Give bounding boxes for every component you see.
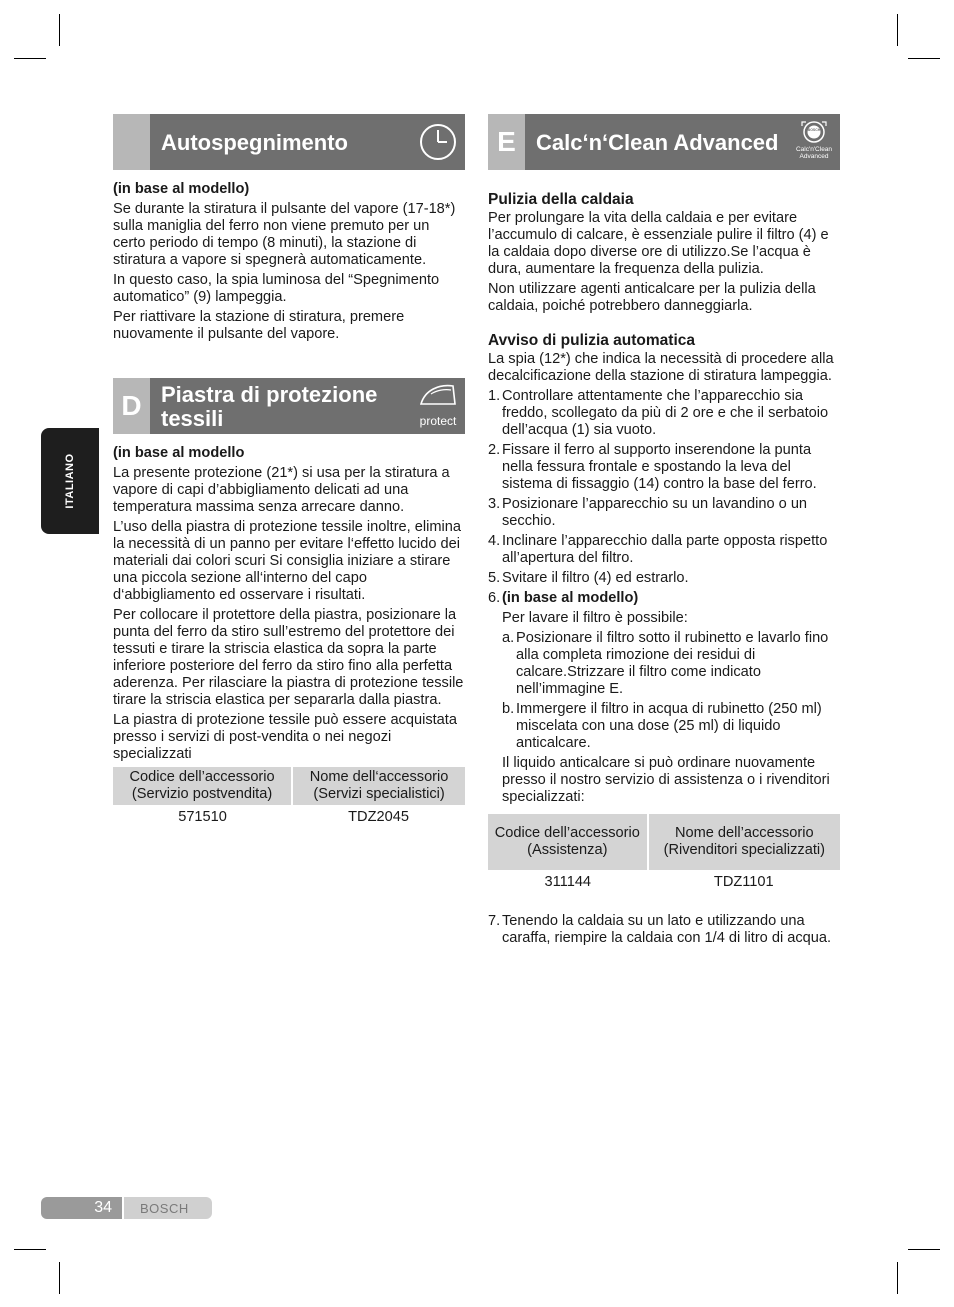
crop-mark	[897, 14, 898, 46]
list-text: Tenendo la caldaia su un lato e utilizzando una caraffa, riempire la caldaia con 1/4 di litro di acqua.	[502, 913, 832, 946]
list-item	[488, 442, 840, 493]
footer-brand: BOSCH	[140, 1201, 189, 1216]
section-title-line: tessili	[161, 406, 224, 431]
table-header: Nome dell’accessorio (Rivenditori specializzati)	[648, 814, 840, 870]
list-text: Fissare il ferro al supporto inserendone la punta nella fessura frontale e spostando la leva del sistema di fissaggio (14) contro la base del ferro.	[502, 442, 817, 492]
paragraph: La piastra di protezione tessile può essere acquistata presso i servizi di post-vendita o nei negozi specializzati	[113, 712, 457, 762]
list-item	[488, 388, 840, 439]
section-title: Calc‘n‘Clean Advanced	[536, 130, 779, 155]
paragraph: La presente protezione (21*) si usa per la stiratura a vapore di capi d’abbigliamento delicati ad una temperatura massima senza arrecare danno.	[113, 465, 450, 515]
list-text: (in base al modello)	[502, 590, 639, 606]
section-title: Autospegnimento	[161, 130, 348, 155]
list-number: 3.	[488, 496, 501, 512]
paragraph: Non utilizzare agenti anticalcare per la pulizia della caldaia, poiché potrebbero danneggiarla.	[488, 281, 816, 314]
list-item	[488, 533, 840, 567]
list-number: 1.	[488, 388, 501, 404]
icon-label-line: Calc'n'Clean	[795, 146, 833, 153]
crop-mark	[897, 1262, 898, 1294]
calc-clean-body	[488, 191, 840, 950]
protect-icon-label: protect	[419, 414, 457, 428]
list-number: a.	[502, 630, 515, 646]
steps-list	[488, 388, 840, 806]
crop-mark	[908, 58, 940, 59]
table-header: Codice dell’accessorio (Assistenza)	[488, 814, 648, 870]
page-number-box	[41, 1197, 122, 1219]
list-text: Svitare il filtro (4) ed estrarlo.	[502, 570, 689, 586]
section-title-line: Piastra di protezione	[161, 382, 378, 407]
paragraph: Per riattivare la stazione di stiratura, premere nuovamente il pulsante del vapore.	[113, 309, 405, 342]
table-header: Codice dell’accessorio (Servizio postvendita)	[113, 767, 292, 805]
subheading: Pulizia della caldaia	[488, 191, 634, 208]
list-text: Posizionare il filtro sotto il rubinetto e lavarlo fino alla completa rimozione dei residui di calcare.Strizzare il filtro come indicato nell’immagine E.	[516, 630, 829, 697]
sub-list-item	[502, 701, 840, 752]
list-number: b.	[502, 701, 515, 717]
crop-mark	[59, 1262, 60, 1294]
crop-mark	[14, 58, 46, 59]
list-number: 5.	[488, 570, 501, 586]
table-cell: 571510	[178, 809, 227, 825]
page-number: 34	[94, 1199, 112, 1216]
section-title	[161, 383, 377, 431]
calc-clean-icon	[792, 120, 836, 166]
list-text: Controllare attentamente che l’apparecchio sia freddo, scollegato da più di 2 ore e che il serbatoio dell’acqua (1) sia vuoto.	[502, 388, 829, 438]
section-letter: D	[121, 390, 142, 421]
list-text: Inclinare l’apparecchio dalla parte opposta rispetto all’apertura del filtro.	[502, 533, 828, 566]
paragraph: L’uso della piastra di protezione tessile inoltre, elimina la necessità di un panno per evitare l‘effetto lucido dei materiali dai colori scuri Si consiglia iniziare a stirare una piccola sezione all‘interno del capo d‘abbigliamento ed osservare i risultati.	[113, 519, 462, 603]
list-number: 7.	[488, 913, 501, 929]
model-note: (in base al modello)	[113, 181, 250, 197]
list-text: Immergere il filtro in acqua di rubinetto (250 ml) miscelata con una dose (25 ml) di liquido anticalcare.	[516, 701, 822, 751]
crop-mark	[59, 14, 60, 46]
paragraph: Per prolungare la vita della caldaia e per evitare l’accumulo di calcare, è essenziale pulire il filtro (4) e la caldaia dopo diverse ore di utilizzo.Se l’acqua è dura, aumentare la frequenza della pulizia.	[488, 210, 829, 277]
accessory-table	[488, 814, 840, 895]
calc-clean-emblem-brand: BOSCH	[807, 128, 821, 132]
table-cell: TDZ2045	[348, 809, 409, 825]
model-note: (in base al modello	[113, 445, 245, 461]
list-number: 6.	[488, 590, 501, 606]
language-label: ITALIANO	[64, 453, 76, 509]
section-header-protection	[113, 378, 465, 434]
subheading: Avviso di pulizia automatica	[488, 332, 696, 349]
table-header: Nome dell‘accessorio (Servizi specialistici)	[292, 767, 465, 805]
section-header-autospegnimento	[113, 114, 465, 170]
clock-icon	[418, 122, 458, 162]
section-tab	[113, 114, 150, 170]
paragraph: Per collocare il protettore della piastra, posizionare la punta del ferro da stiro sull’estremo del protettore dei tessuti e tirare la striscia elastica da sopra la parte inferiore posteriore del ferro da stiro fino alla perfetta aderenza. Per rilasciare la piastra di protezione tessile tirare la striscia elastica per separarla dalla piastra.	[113, 607, 464, 708]
crop-mark	[14, 1249, 46, 1250]
paragraph: Se durante la stiratura il pulsante del vapore (17-18*) sulla maniglia del ferro non viene premuto per un certo periodo di tempo (8 minuti), la stazione di stiratura a vapore si spegnerà automaticamente.	[113, 201, 456, 268]
list-item	[488, 913, 840, 947]
calc-clean-icon-label	[792, 146, 836, 160]
footer-brand-box	[124, 1197, 212, 1219]
crop-mark	[908, 1249, 940, 1250]
list-text: Posizionare l’apparecchio su un lavandino o un secchio.	[502, 496, 808, 529]
list-item	[488, 570, 840, 587]
language-tab	[41, 428, 99, 534]
list-number: 4.	[488, 533, 501, 549]
list-number: 2.	[488, 442, 501, 458]
table-cell: TDZ1101	[713, 874, 774, 890]
paragraph: Per lavare il filtro è possibile:	[502, 610, 688, 626]
protection-body	[113, 445, 465, 830]
autospegnimento-body	[113, 181, 465, 346]
paragraph: Il liquido anticalcare si può ordinare nuovamente presso il nostro servizio di assistenza o i rivenditori specializzati:	[502, 755, 830, 805]
accessory-table	[113, 767, 465, 830]
paragraph: La spia (12*) che indica la necessità di procedere alla decalcificazione della stazione di stiratura lampeggia.	[488, 351, 834, 384]
section-header-calc-clean	[488, 114, 840, 170]
section-letter: E	[497, 126, 516, 157]
table-cell: 311144	[544, 874, 592, 890]
list-item	[488, 590, 840, 607]
paragraph: In questo caso, la spia luminosa del “Spegnimento automatico” (9) lampeggia.	[113, 272, 440, 305]
list-item	[488, 496, 840, 530]
iron-icon	[417, 382, 459, 408]
icon-label-line: Advanced	[799, 153, 829, 160]
sub-list-item	[502, 630, 840, 698]
